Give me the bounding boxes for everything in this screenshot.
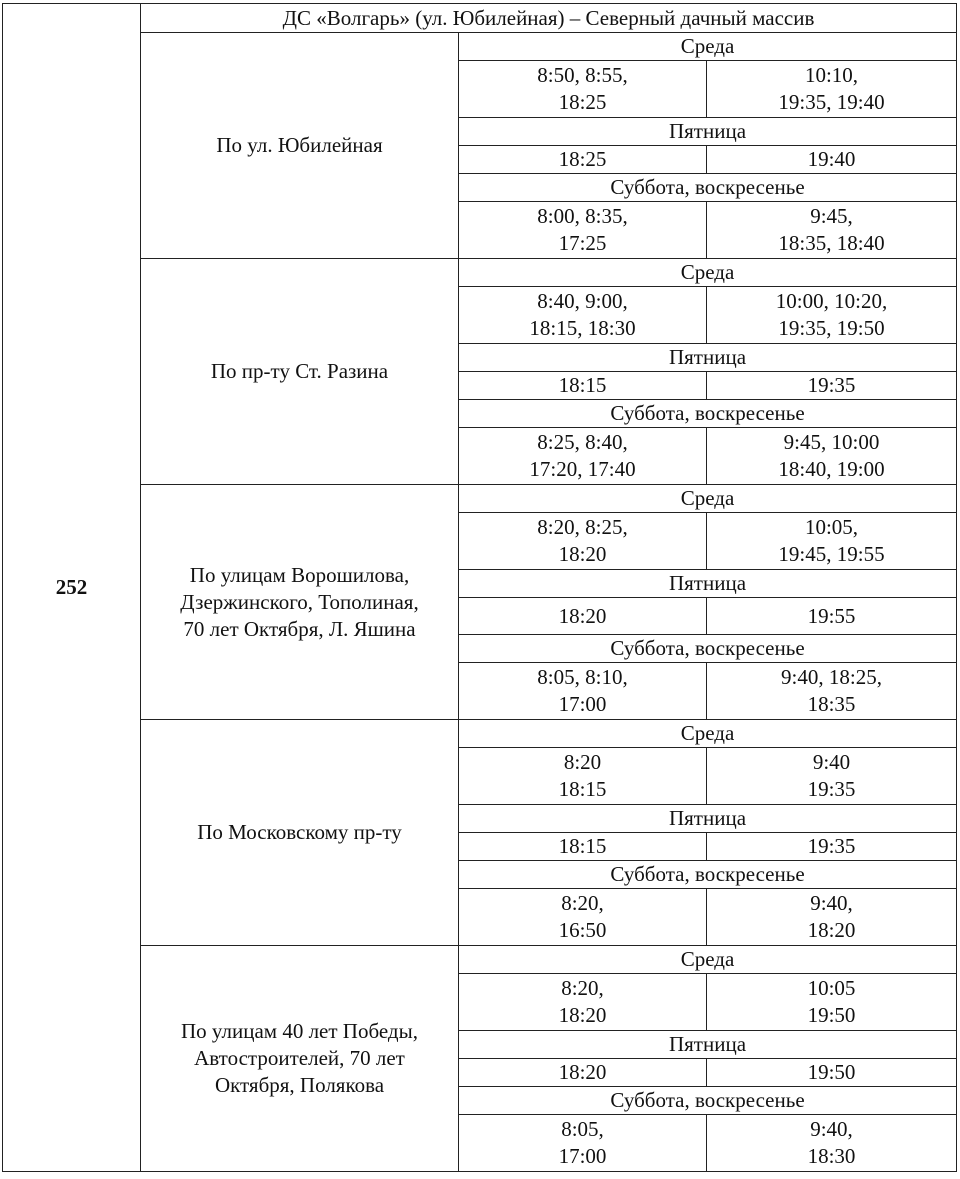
street-name: По ул. Юбилейная xyxy=(141,33,459,259)
departure-times-second: 19:35 xyxy=(707,833,957,861)
departure-times-first: 18:25 xyxy=(459,146,707,174)
day-label-weekend: Суббота, воскресенье xyxy=(459,400,957,428)
route-header-row xyxy=(3,4,957,33)
departure-times-first: 18:20 xyxy=(459,1059,707,1087)
departure-times-first: 8:25, 8:40, 17:20, 17:40 xyxy=(459,428,707,485)
departure-times-first: 8:20, 18:20 xyxy=(459,974,707,1031)
street-name: По Московскому пр-ту xyxy=(141,720,459,946)
street-name: По пр-ту Ст. Разина xyxy=(141,259,459,485)
day-label-friday: Пятница xyxy=(459,1031,957,1059)
departure-times-second: 9:40, 18:30 xyxy=(707,1115,957,1172)
day-label-weekend: Суббота, воскресенье xyxy=(459,861,957,889)
departure-times-second: 19:40 xyxy=(707,146,957,174)
day-label-wednesday: Среда xyxy=(459,33,957,61)
departure-times-first: 18:15 xyxy=(459,833,707,861)
departure-times-second: 19:35 xyxy=(707,372,957,400)
departure-times-first: 8:05, 17:00 xyxy=(459,1115,707,1172)
day-label-weekend: Суббота, воскресенье xyxy=(459,174,957,202)
day-label-wednesday: Среда xyxy=(459,485,957,513)
schedule-row xyxy=(3,259,957,287)
departure-times-second: 9:40 19:35 xyxy=(707,748,957,805)
departure-times-second: 10:10, 19:35, 19:40 xyxy=(707,61,957,118)
day-label-friday: Пятница xyxy=(459,118,957,146)
day-label-friday: Пятница xyxy=(459,805,957,833)
departure-times-first: 8:50, 8:55, 18:25 xyxy=(459,61,707,118)
schedule-table xyxy=(2,3,957,1172)
street-name: По улицам 40 лет Победы, Автостроителей, 70 лет Октября, Полякова xyxy=(141,946,459,1172)
schedule-row xyxy=(3,720,957,748)
schedule-row xyxy=(3,946,957,974)
departure-times-first: 8:00, 8:35, 17:25 xyxy=(459,202,707,259)
day-label-weekend: Суббота, воскресенье xyxy=(459,635,957,663)
departure-times-first: 8:05, 8:10, 17:00 xyxy=(459,663,707,720)
departure-times-first: 8:20, 8:25, 18:20 xyxy=(459,513,707,570)
departure-times-second: 9:45, 10:00 18:40, 19:00 xyxy=(707,428,957,485)
departure-times-first: 8:40, 9:00, 18:15, 18:30 xyxy=(459,287,707,344)
schedule-row xyxy=(3,33,957,61)
route-title: ДС «Волгарь» (ул. Юбилейная) – Северный дачный массив xyxy=(141,4,957,33)
departure-times-second: 10:00, 10:20, 19:35, 19:50 xyxy=(707,287,957,344)
schedule-row xyxy=(3,485,957,513)
day-label-weekend: Суббота, воскресенье xyxy=(459,1087,957,1115)
day-label-wednesday: Среда xyxy=(459,946,957,974)
departure-times-second: 10:05 19:50 xyxy=(707,974,957,1031)
day-label-friday: Пятница xyxy=(459,570,957,598)
street-name: По улицам Ворошилова, Дзержинского, Тополиная, 70 лет Октября, Л. Яшина xyxy=(141,485,459,720)
departure-times-first: 8:20 18:15 xyxy=(459,748,707,805)
day-label-friday: Пятница xyxy=(459,344,957,372)
day-label-wednesday: Среда xyxy=(459,259,957,287)
departure-times-second: 19:55 xyxy=(707,598,957,635)
departure-times-first: 18:20 xyxy=(459,598,707,635)
departure-times-second: 19:50 xyxy=(707,1059,957,1087)
day-label-wednesday: Среда xyxy=(459,720,957,748)
departure-times-first: 18:15 xyxy=(459,372,707,400)
route-number: 252 xyxy=(3,4,141,1172)
departure-times-second: 10:05, 19:45, 19:55 xyxy=(707,513,957,570)
departure-times-second: 9:40, 18:25, 18:35 xyxy=(707,663,957,720)
departure-times-first: 8:20, 16:50 xyxy=(459,889,707,946)
departure-times-second: 9:45, 18:35, 18:40 xyxy=(707,202,957,259)
departure-times-second: 9:40, 18:20 xyxy=(707,889,957,946)
